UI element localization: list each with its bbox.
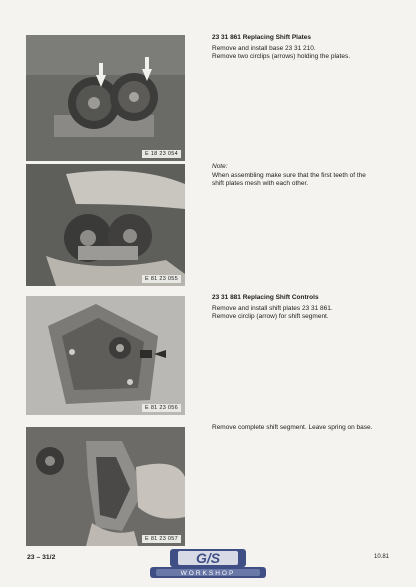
instruction-line: Remove complete shift segment. Leave spring on base. [212,424,373,431]
instruction-line: When assembling make sure that the first teeth of the [212,171,366,179]
section-heading: 23 31 861 Replacing Shift Plates [212,34,311,41]
photo-label: E 81 23 056 [142,404,181,412]
photo-label: E 18 23 054 [142,150,181,158]
logo-text: G/S [195,550,221,566]
photo-shift-plates-arrows [26,35,185,161]
photo-shift-segment-removal [26,427,185,546]
logo-graphic [150,546,266,582]
section-remove-shift-segment [212,424,398,433]
section-replacing-shift-controls [212,294,398,322]
logo-subtext: WORKSHOP [180,570,236,577]
section-replacing-shift-plates [212,34,398,62]
note-label: Note: [212,163,228,170]
section-assembly-note [212,163,398,189]
plates-mesh-illustration [26,164,185,286]
shift-controls-illustration [26,296,185,415]
shift-plates-illustration [26,35,185,161]
photo-shift-plates-mesh [26,164,185,286]
instruction-line: Remove and install base 23 31 210. [212,44,316,52]
instruction-line: shift plates mesh with each other. [212,180,309,188]
photo-shift-controls-base [26,296,185,415]
photo-label: E 81 23 057 [142,535,181,543]
gs-workshop-logo [150,546,266,582]
date-code: 10.81 [374,554,390,560]
shift-segment-illustration [26,427,185,546]
page-number: 23 – 31/2 [27,554,56,561]
instruction-line: Remove two circlips (arrows) holding the plates. [212,53,350,61]
instruction-line: Remove and install shift plates 23 31 861. [212,304,333,312]
section-heading: 23 31 881 Replacing Shift Controls [212,294,319,301]
photo-label: E 81 23 055 [142,275,181,283]
instruction-line: Remove circlip (arrow) for shift segment. [212,313,329,321]
